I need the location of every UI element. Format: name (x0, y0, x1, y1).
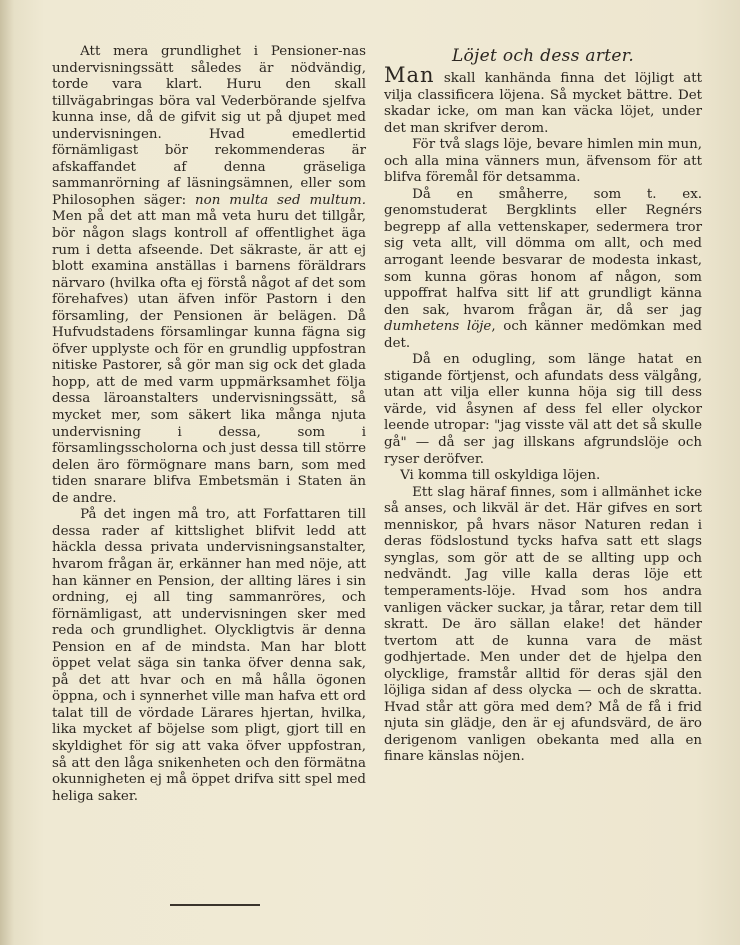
article-body (384, 63, 703, 766)
text-run: På det ingen må tro, att Forfattaren till dessa rader af kittslighet blifvit ledd att häckla dessa privata undervisningsanstalter, hvarom frågan är, erkänner han med nöje, att han känner en Pension, der allting läres i sin ordning, ej all ting sammanröres, och förnämligast, att undervisningen sker med reda och grundlighet. Olyckligtvis är denna Pension en af de mindsta. Man har blott öppet velat säga sin tanka öfver denna sak, på det att hvar och en må hålla ögonen öppna, och i synnerhet ville man hafva ett ord talat till de vördade Lärares hjertan, hvilka, lika mycket af böjelse som pligt, gjort till en skyldighet för sig att vaka öfver uppfostran, så att den låga snikenheten och den förmätna okunnigheten ej må öppet drifva sitt spel med heliga saker. (52, 507, 366, 804)
section-divider (170, 904, 260, 906)
text-run: Ett slag häraf finnes, som i allmänhet icke så anses, och likväl är det. Här gifves en sort menniskor, på hvars näsor Naturen redan i deras födslostund tycks hafva satt ett slags synglas, som gör att de se allting upp och nedvändt. Jag ville kalla deras löje ett temperaments-löje. Hvad som hos andra vanligen väcker suckar, ja tårar, retar dem till skratt. De äro sällan elake! det händer tvertom att de kunna vara de mäst godhjertade. Men under det de hjelpa den olycklige, framstår alltid för deras själ den löjliga sidan af dess olycka — och de skratta. Hvad står att göra med dem? Må de få i frid njuta sin glädje, den är ej afundsvärd, de äro derigenom vanligen obekanta med alla en finare känslas nöjen. (384, 484, 702, 765)
text-run: Då en odugling, som länge hatat en stigande förtjenst, och afundats dess välgång, utan att vilja eller kunna höja sig till dess värde, vid åsynen af dess fel eller olyckor leende utropar: "jag visste väl att det så skulle gå" — då ser jag illskans afgrundslöje och ryser deröfver. (384, 352, 702, 467)
text-run: Men på det att man må veta huru det tillgår, bör någon slags kontroll af offentlighet äga rum i detta afseende. Det säkraste, är att ej blott examina anställas i barnens föräldrars närvaro (hvilka ofta ej förstå något af det som förehafves) utan äfven inför Pastorn i den församling, der Pensionen är belägen. Då Hufvudstadens församlingar kunna fägna sig öfver upplyste och för en grundlig uppfostran nitiske Pastorer, så gör man sig ock det glada hopp, att de med varm uppmärksamhet följa dessa läroanstalters undervisningssätt, så mycket mer, som säkert lika många njuta undervisning i dessa, som i församlingsscholorna och just dessa till större delen äro förmögnare mans barn, som med tiden snarare blifva Embetsmän i Staten än de andre. (52, 209, 367, 506)
text-run: , och känner medömkan med det. (384, 319, 703, 351)
paragraph (52, 507, 366, 805)
text-run: För två slags löje, bevare himlen min mun, och alla mina vänners mun, äfvensom för att blifva föremål för detsamma. (384, 137, 702, 186)
section-heading (384, 468, 702, 485)
paragraph (384, 352, 702, 468)
text-run: skall kanhända finna det löjligt att vilja classificera löjena. Så mycket bättre. Det skadar icke, om man kan väcka löjet, under det man skrifver derom. (384, 71, 702, 136)
page-gutter (0, 0, 14, 945)
left-column (52, 44, 366, 805)
text-run: Att mera grundlighet i Pensioner-nas undervisningssätt således är nödvändig, torde vara klart. Huru den skall tillvägabringas böra val Vederbörande sjelfva kunna inse, då de gifvit sig ut på djupet med undervisningen. Hvad emedlertid förnämligast bör rekommenderas är afskaffandet af denna gräseliga sammanrörning af läsningsämnen, eller som Philosophen säger: (52, 44, 366, 208)
drop-cap: Man (384, 63, 435, 87)
text-run: Vi komma till oskyldiga löjen. (400, 468, 601, 484)
paragraph (384, 63, 702, 137)
paragraph (384, 187, 702, 352)
text-run: Då en småherre, som t. ex. genomstuderat Bergklints eller Regnérs begrepp af alla vettenskaper, sedermera tror sig veta allt, vill dömma om allt, och med arrogant leende besvarar de modesta inkast, som kunna göras honom af någon, som uppoffrat halfva sitt lif att grundligt känna den sak, hvarom frågan är, då ser jag (384, 186, 702, 318)
paragraph (384, 137, 702, 187)
article-title: Löjet och dess arter. (451, 46, 635, 66)
italic-text: non multa sed multum. (195, 192, 367, 208)
paragraph (384, 485, 702, 766)
italic-text: dumhetens löje (384, 319, 492, 335)
right-column (384, 46, 702, 766)
paragraph (52, 44, 366, 507)
